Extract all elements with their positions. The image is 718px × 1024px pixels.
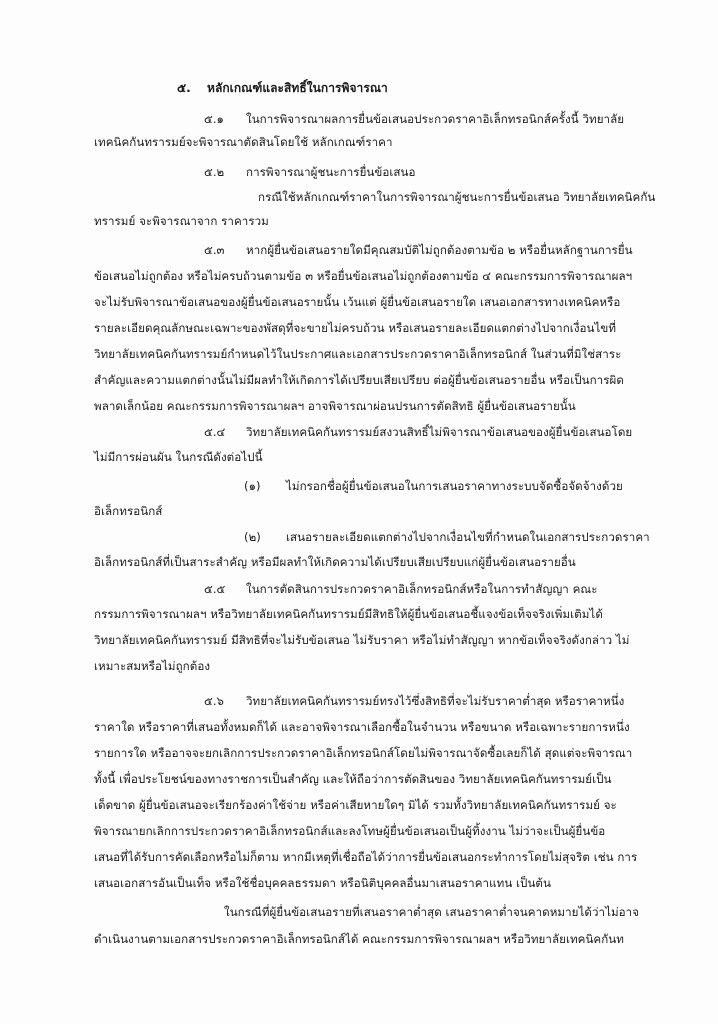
clause-5-3-line-2: ข้อเสนอไม่ถูกต้อง หรือไม่ครบถ้วนตามข้อ ๓ หรือยื่นข้อเสนอไม่ถูกต้องตามข้อ ๔ คณะกรรมการพิจารณาผลฯ: [94, 269, 633, 283]
clause-5-3-line-3: จะไม่รับพิจารณาข้อเสนอของผู้ยื่นข้อเสนอรายนั้น เว้นแต่ ผู้ยื่นข้อเสนอรายใด เสนอเอกสารทางเทคนิคหรือ: [94, 295, 621, 309]
clause-5-6-line-2: ราคาใด หรือราคาที่เสนอทั้งหมดก็ได้ และอาจพิจารณาเลือกซื้อในจำนวน หรือขนาด หรือเฉพาะรายการหนึ่ง: [94, 720, 630, 734]
clause-5-5-line-4: เหมาะสมหรือไม่ถูกต้อง: [94, 659, 211, 673]
clause-5-1-line-2: เทคนิคกันทรารมย์จะพิจารณาตัดสินโดยใช้ หลักเกณฑ์ราคา: [94, 135, 393, 149]
clause-5-5-line-1: ๕.๕ ในการตัดสินการประกวดราคาอิเล็กทรอนิกส์หรือในการทำสัญญา คณะ: [204, 582, 598, 596]
clause-5-5-line-2: กรรมการพิจารณาผลฯ หรือวิทยาลัยเทคนิคกันทรารมย์มีสิทธิให้ผู้ยื่นข้อเสนอชี้แจงข้อเท็จจริงเพิ่มเติมได้: [94, 607, 603, 621]
clause-5-1-line-1: ๕.๑ ในการพิจารณาผลการยื่นข้อเสนอประกวดราคาอิเล็กทรอนิกส์ครั้งนี้ วิทยาลัย: [204, 112, 625, 126]
section-heading: [177, 80, 388, 96]
clause-5-4-sub-1: (๑) ไม่กรอกชื่อผู้ยื่นข้อเสนอในการเสนอราคาทางระบบจัดซื้อจัดจ้างด้วย: [244, 479, 623, 493]
clause-5-6-line-4: ทั้งนี้ เพื่อประโยชน์ของทางราชการเป็นสำคัญ และให้ถือว่าการตัดสินของ วิทยาลัยเทคนิคกันทรารมย์เป็น: [94, 772, 612, 786]
section-number: ๕.: [177, 81, 191, 95]
clause-5-4-line-2: ไม่มีการผ่อนผัน ในกรณีดังต่อไปนี้: [94, 450, 263, 464]
clause-5-4-sub-2: (๒) เสนอรายละเอียดแตกต่างไปจากเงื่อนไขที่กำหนดในเอกสารประกวดราคา: [244, 530, 650, 544]
clause-5-6-para-2-line-1: ในกรณีที่ผู้ยื่นข้อเสนอรายที่เสนอราคาต่ำสุด เสนอราคาต่ำจนคาดหมายได้ว่าไม่อาจ: [224, 905, 640, 919]
clause-number: ๕.๑: [204, 112, 224, 126]
sub-number: (๒): [244, 530, 261, 544]
clause-number: ๕.๕: [204, 582, 226, 596]
clause-5-4-sub-2-line-2: อิเล็กทรอนิกส์ที่เป็นสาระสำคัญ หรือมีผลทำให้เกิดความได้เปรียบเสียเปรียบแก่ผู้ยื่นข้อเสนอรายอื่น: [94, 555, 576, 569]
clause-5-4-sub-1-line-2: อิเล็กทรอนิกส์: [94, 504, 163, 518]
clause-5-2-line-1: กรณีใช้หลักเกณฑ์ราคาในการพิจารณาผู้ชนะการยื่นข้อเสนอ วิทยาลัยเทคนิคกัน: [258, 190, 656, 204]
clause-5-3-line-6: สำคัญและความแตกต่างนั้นไม่มีผลทำให้เกิดการได้เปรียบเสียเปรียบ ต่อผู้ยื่นข้อเสนอรายอื่น หรือเป็นการผิด: [94, 373, 624, 387]
clause-5-4-line-1: ๕.๔ วิทยาลัยเทคนิคกันทรารมย์สงวนสิทธิ์ไม่พิจารณาข้อเสนอของผู้ยื่นข้อเสนอโดย: [204, 425, 633, 439]
clause-5-6-para-2-line-2: ดำเนินงานตามเอกสารประกวดราคาอิเล็กทรอนิกส์ได้ คณะกรรมการพิจารณาผลฯ หรือวิทยาลัยเทคนิคกันท: [94, 932, 624, 946]
clause-number: ๕.๔: [204, 425, 226, 439]
clause-5-5-line-3: วิทยาลัยเทคนิคกันทรารมย์ มีสิทธิที่จะไม่รับข้อเสนอ ไม่รับราคา หรือไม่ทำสัญญา หากข้อเท็จจริงดังกล่าว ไม่: [94, 633, 630, 647]
section-title: หลักเกณฑ์และสิทธิ์ในการพิจารณา: [207, 81, 388, 95]
clause-number: ๕.๖: [204, 694, 224, 708]
clause-5-6-line-7: เสนอที่ได้รับการคัดเลือกหรือไม่ก็ตาม หากมีเหตุที่เชื่อถือได้ว่าการยื่นข้อเสนอกระทำการโดยไม่สุจริต เช่น การ: [94, 850, 638, 864]
clause-number: ๕.๒: [204, 165, 225, 179]
clause-5-3-line-5: วิทยาลัยเทคนิคกันทรารมย์กำหนดไว้ในประกาศและเอกสารประกวดราคาอิเล็กทรอนิกส์ ในส่วนที่มิใช่สาระ: [94, 347, 622, 361]
clause-5-3-line-7: พลาดเล็กน้อย คณะกรรมการพิจารณาผลฯ อาจพิจารณาผ่อนปรนการตัดสิทธิ ผู้ยื่นข้อเสนอรายนั้น: [94, 399, 576, 413]
clause-5-6-line-3: รายการใด หรืออาจจะยกเลิกการประกวดราคาอิเล็กทรอนิกส์โดยไม่พิจารณาจัดซื้อเลยก็ได้ สุดแต่จะพิจารณา: [94, 746, 633, 760]
clause-5-6-line-6: พิจารณายกเลิกการประกวดราคาอิเล็กทรอนิกส์และลงโทษผู้ยื่นข้อเสนอเป็นผู้ทิ้งงาน ไม่ว่าจะเป็นผู้ยื่นข้อ: [94, 824, 606, 838]
clause-5-6-line-8: เสนอเอกสารอันเป็นเท็จ หรือใช้ชื่อบุคคลธรรมดา หรือนิติบุคคลอื่นมาเสนอราคาแทน เป็นต้น: [94, 876, 551, 890]
sub-number: (๑): [244, 479, 261, 493]
clause-5-3-line-1: ๕.๓ หากผู้ยื่นข้อเสนอรายใดมีคุณสมบัติไม่ถูกต้องตามข้อ ๒ หรือยื่นหลักฐานการยื่น: [204, 243, 633, 257]
clause-5-6-line-1: ๕.๖ วิทยาลัยเทคนิคกันทรารมย์ทรงไว้ซึ่งสิทธิที่จะไม่รับราคาต่ำสุด หรือราคาหนึ่ง: [204, 694, 625, 708]
clause-5-6-line-5: เด็ดขาด ผู้ยื่นข้อเสนอจะเรียกร้องค่าใช้จ่าย หรือค่าเสียหายใดๆ มิได้ รวมทั้งวิทยาลัยเทคนิคกันทรารมย์ จะ: [94, 798, 617, 812]
clause-5-3-line-4: รายละเอียดคุณลักษณะเฉพาะของพัสดุที่จะขายไม่ครบถ้วน หรือเสนอรายละเอียดแตกต่างไปจากเงื่อนไขที่: [94, 321, 617, 335]
clause-number: ๕.๓: [204, 243, 225, 257]
clause-5-2-title: ๕.๒ การพิจารณาผู้ชนะการยื่นข้อเสนอ: [204, 165, 416, 179]
clause-5-2-line-2: ทรารมย์ จะพิจารณาจาก ราคารวม: [94, 214, 269, 228]
